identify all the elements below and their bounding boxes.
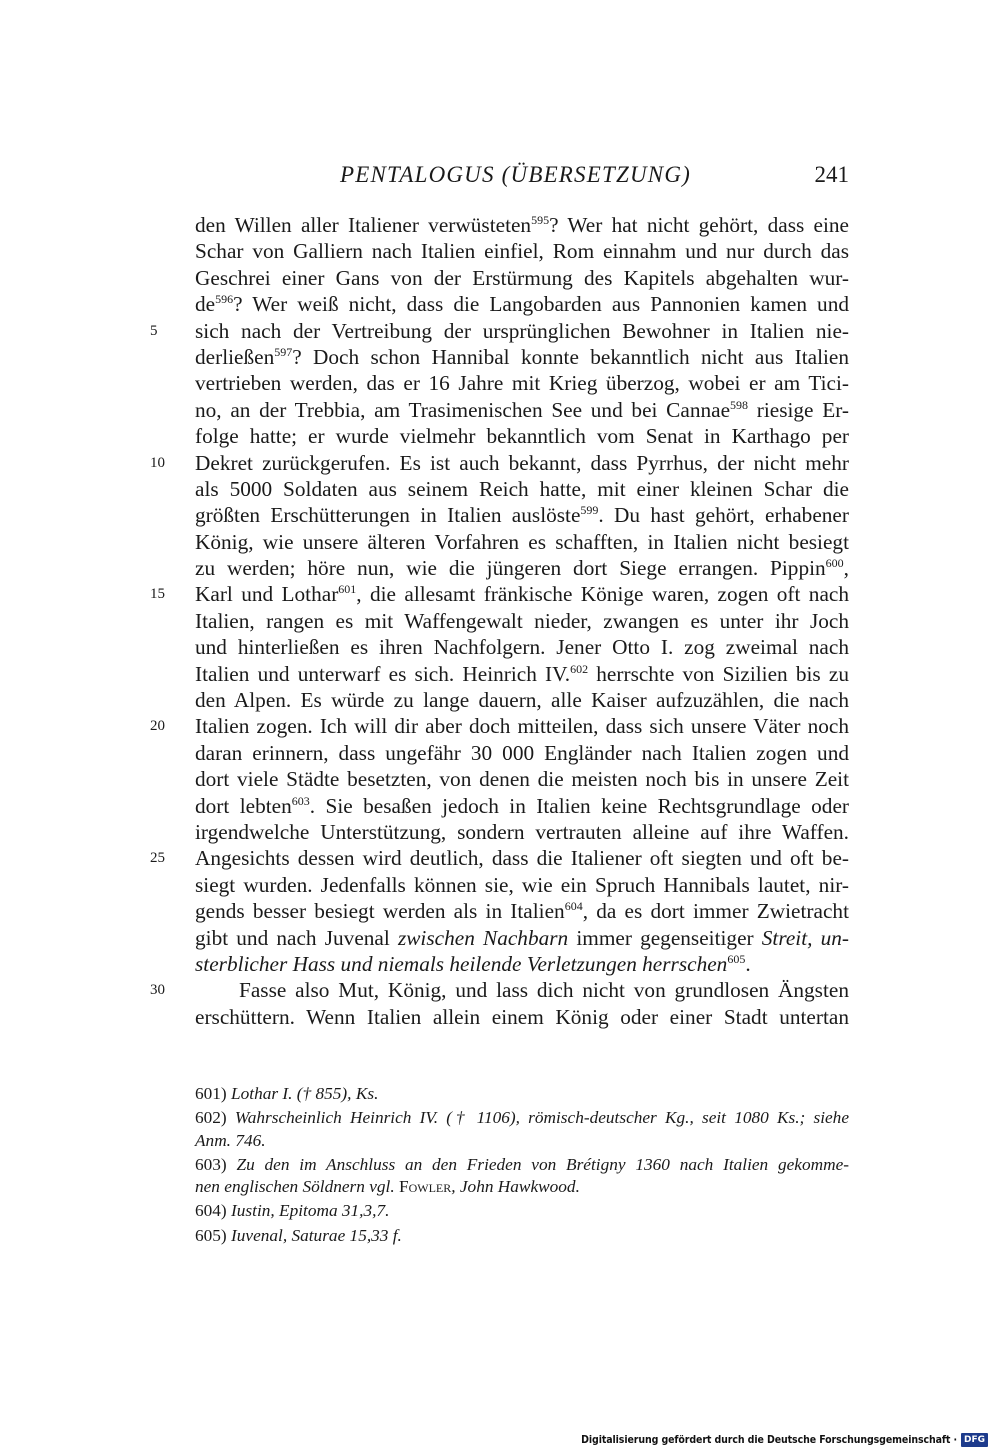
text-line: 15 Karl und Lothar$^{601}$, die allesamt fränkische Könige waren, zogen oft nach [150, 582, 849, 607]
text-line: folge hatte; er wurde vielmehr bekanntlich vom Senat in Karthago per [195, 424, 849, 449]
footnote-ref: 601 [338, 582, 357, 597]
text-line: 30 Fasse also Mut, König, und lass dich nicht von grundlosen Ängsten [150, 978, 849, 1003]
funding-footer [581, 1432, 988, 1448]
footnote-ref: 599 [580, 503, 599, 518]
line-number: 25 [150, 850, 165, 867]
text-line: und hinterließen es ihren Nachfolgern. Jener Otto I. zog zweimal nach [195, 635, 849, 660]
footnote-number: 601) [195, 1084, 227, 1103]
text-line: sterblicher Hass und niemals heilende Verletzungen herrschen$^{605}$. [195, 951, 751, 976]
line-number: 20 [150, 718, 165, 735]
text-line: derließen$^{597}$? Doch schon Hannibal konnte bekanntlich nicht aus Italien [195, 344, 849, 369]
footnote-ref: 598 [730, 397, 749, 412]
text-line: zu werden; höre nun, wie die jüngeren dort Siege errangen. Pippin$^{600}$, [195, 556, 849, 581]
footnote: 601) Lothar I. († 855), Ks. [195, 1084, 379, 1103]
text-line: den Alpen. Es würde zu lange dauern, alle Kaiser aufzuzählen, die nach [195, 688, 849, 713]
text-line: daran erinnern, dass ungefähr 30 000 Engländer nach Italien zogen und [195, 740, 849, 765]
line-number: 30 [150, 982, 165, 999]
footnote-ref: 605 [727, 951, 746, 966]
footnote-ref: 603 [291, 793, 310, 808]
text-line: dort lebten$^{603}$. Sie besaßen jedoch in Italien keine Rechtsgrundlage oder [195, 793, 849, 818]
footnote-number: 603) [195, 1154, 227, 1174]
text-line: siegt wurden. Jedenfalls können sie, wie ein Spruch Hannibals lautet, nir- [195, 872, 849, 897]
page-number: 241 [814, 162, 849, 187]
footnote: 603) Zu den im Anschluss an den Frieden von Brétigny 1360 nach Italien gekomme- [195, 1154, 849, 1174]
text-line: erschüttern. Wenn Italien allein einem König oder einer Stadt untertan [195, 1004, 849, 1029]
text-line: 25 Angesichts dessen wird deutlich, dass die Italiener oft siegten und oft be- [150, 846, 849, 871]
text-line: König, wie unsere älteren Vorfahren es schafften, in Italien nicht besiegt [195, 529, 849, 554]
line-number: 15 [150, 586, 165, 603]
text-line: $de^{596}$? Wer weiß nicht, dass die Langobarden aus Pannonien kamen und [195, 292, 849, 317]
text-line: 20 Italien zogen. Ich will dir aber doch mitteilen, dass sich unsere Väter noch [150, 714, 849, 739]
running-head [195, 162, 849, 196]
text-line: dort viele Städte besetzten, von denen die meisten noch bis in unsere Zeit [195, 767, 849, 792]
line-number: 10 [150, 454, 165, 471]
text-line: Geschrei einer Gans von der Erstürmung des Kapitels abgehalten wur- [195, 265, 849, 290]
footnote-number: 604) [195, 1201, 227, 1221]
footnote-ref: 600 [825, 556, 844, 571]
footnote-ref: 595 [531, 213, 550, 227]
footnote: 604) Iustin, Epitoma 31,3,7. [195, 1201, 390, 1221]
main-text [150, 212, 850, 1030]
running-title: PENTALOGUS (ÜBERSETZUNG) [340, 162, 692, 187]
footnote-ref: 596 [215, 292, 234, 307]
text-line: als 5000 Soldaten aus seinem Reich hatte, mit einer kleinen Schar die [195, 476, 849, 501]
text-line: no, an der Trebbia, am Trasimenischen See und bei Cannae$^{598}$ riesige Er- [195, 397, 849, 422]
text-line: Schar von Galliern nach Italien einfiel, Rom einnahm und nur durch das [195, 239, 849, 264]
footnote-number: 602) [195, 1108, 227, 1128]
footnote: 605) Iuvenal, Saturae 15,33 f. [195, 1225, 402, 1245]
text-line: 10 Dekret zurückgerufen. Es ist auch bekannt, dass Pyrrhus, der nicht mehr [150, 450, 849, 475]
text-line: 5 sich nach der Vertreibung der ursprünglichen Bewohner in Italien nie- [150, 318, 849, 343]
footnote-continuation: nen englischen Söldnern vgl. Fowler, John Hawkwood. [195, 1177, 580, 1197]
text-line: den Willen aller Italiener verwüsteten$^{595}$? Wer hat nicht gehört, dass eine [195, 213, 850, 237]
text-line: irgendwelche Unterstützung, sondern vertrauten alleine auf ihre Waffen. [195, 819, 849, 844]
footnotes [195, 1083, 849, 1247]
text-line: gends besser besiegt werden als in Italien$^{604}$, da es dort immer Zwietracht [195, 899, 849, 924]
text-line: Italien und unterwarf es sich. Heinrich IV.$^{602}$ herrschte von Sizilien bis zu [195, 661, 849, 686]
footnote: 602) Wahrscheinlich Heinrich IV. († 1106), römisch-deutscher Kg., seit 1080 Ks.; siehe [195, 1108, 849, 1128]
dfg-logo: DFG [961, 1433, 988, 1447]
footnote-ref: 597 [274, 344, 293, 359]
text-line: Italien, rangen es mit Waffengewalt nieder, zwangen es unter ihr Joch [195, 608, 849, 633]
text-line: größten Erschütterungen in Italien auslöste$^{599}$. Du hast gehört, erhabener [195, 503, 849, 528]
footnote-continuation: Anm. 746. [195, 1130, 266, 1150]
footnote-ref: 602 [570, 661, 589, 676]
text-line: vertrieben werden, das er 16 Jahre mit Krieg überzog, wobei er am Tici- [195, 371, 849, 396]
line-number: 5 [150, 322, 158, 339]
footnote-number: 605) [195, 1225, 227, 1245]
text-line: gibt und nach Juvenal zwischen Nachbarn immer gegenseitiger Streit, un- [195, 925, 849, 950]
footnote-ref: 604 [564, 899, 583, 914]
funding-note: Digitalisierung gefördert durch die Deutsche Forschungsgemeinschaft · [581, 1434, 957, 1446]
